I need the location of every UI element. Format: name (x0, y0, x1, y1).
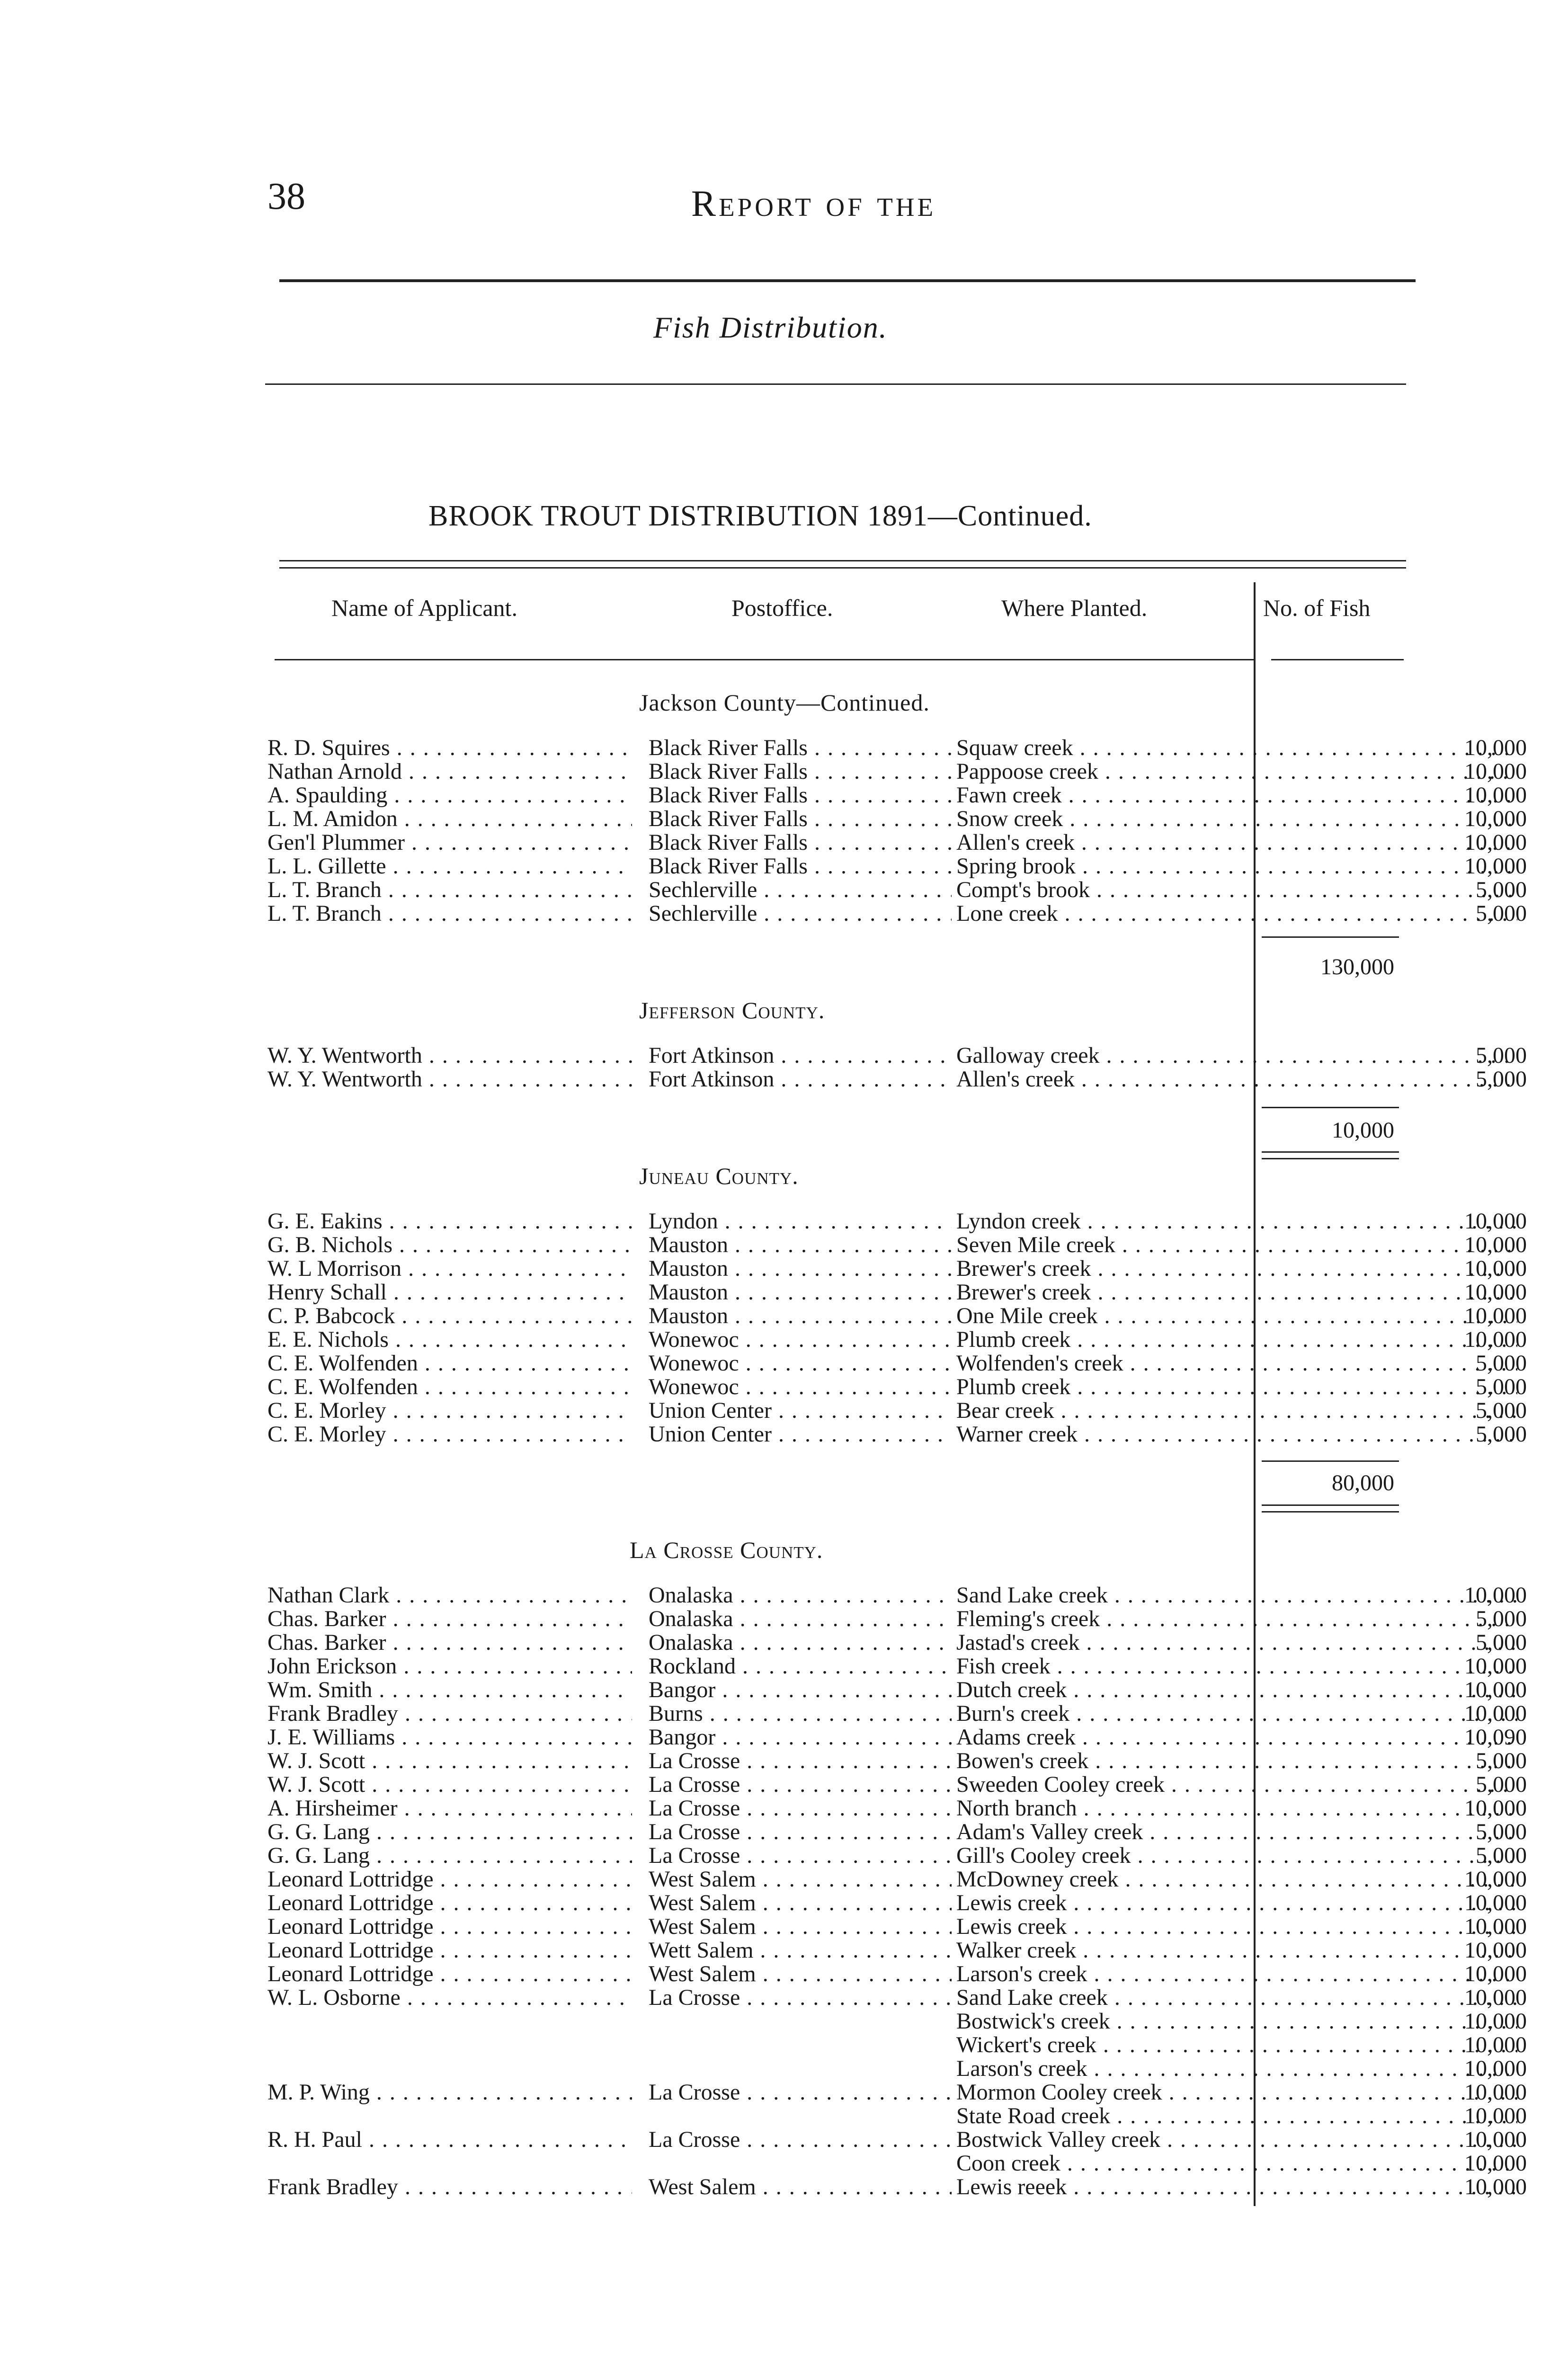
where-planted: Lone creek . . . (956, 902, 1517, 925)
applicant-name: Frank Bradley . . . (267, 2175, 632, 2199)
subtotal-rule (1262, 936, 1399, 938)
applicant-name: Chas. Barker . . . (267, 1607, 632, 1631)
applicant-name: Leonard Lottridge . . . (267, 1939, 632, 1962)
applicant-name: L. L. Gillette . . . (267, 854, 632, 878)
where-planted: Allen's creek . . . (956, 831, 1517, 854)
where-planted: Snow creek . . . (956, 807, 1517, 831)
where-planted: Compt's brook . . . (956, 878, 1517, 902)
table-row (267, 1868, 1527, 1891)
where-planted: Seven Mile creek . . . (956, 1233, 1517, 1257)
fish-count: 10,000 (1464, 1210, 1527, 1233)
where-planted: Squaw creek . . . (956, 736, 1517, 760)
table-row (267, 1820, 1527, 1844)
applicant-name: Leonard Lottridge . . . (267, 1962, 632, 1986)
section-heading-jackson: Jackson County—Continued. (639, 689, 930, 716)
applicant-name: J. E. Williams . . . (267, 1726, 632, 1749)
where-planted: Lewis creek . . . (956, 1915, 1517, 1939)
table-row (267, 1797, 1527, 1820)
postoffice: Black River Falls . . . (649, 854, 952, 878)
applicant-name: Frank Bradley . . . (267, 1702, 632, 1726)
where-planted: Bowen's creek . . . (956, 1749, 1517, 1773)
fish-count: 10,000 (1464, 2152, 1527, 2175)
where-planted: Allen's creek . . . (956, 1068, 1517, 1091)
where-planted: Coon creek . . . (956, 2152, 1517, 2175)
fish-count: 5,000 (1476, 1820, 1527, 1844)
postoffice: Wonewoc . . . (649, 1375, 952, 1399)
subtotal-juneau: 80,000 (1332, 1470, 1394, 1495)
table-row (267, 1233, 1527, 1257)
postoffice: Mauston . . . (649, 1257, 952, 1281)
table-row (267, 1749, 1527, 1773)
table-row (267, 2128, 1527, 2152)
fish-count: 10,000 (1464, 783, 1527, 807)
table-row (267, 1044, 1527, 1068)
where-planted: Burn's creek . . . (956, 1702, 1517, 1726)
postoffice: La Crosse . . . (649, 1749, 952, 1773)
postoffice: West Salem . . . (649, 2175, 952, 2199)
where-planted: Bostwick Valley creek . . . (956, 2128, 1517, 2152)
postoffice: Black River Falls . . . (649, 831, 952, 854)
where-planted: State Road creek . . . (956, 2104, 1517, 2128)
table-row (267, 783, 1527, 807)
postoffice: Lyndon . . . (649, 1210, 952, 1233)
table-row (267, 1702, 1527, 1726)
header-rule-thick (279, 279, 1416, 282)
running-head: Report of the (691, 183, 936, 224)
where-planted: McDowney creek . . . (956, 1868, 1517, 1891)
table-row (267, 1655, 1527, 1678)
where-planted: Adams creek . . . (956, 1726, 1517, 1749)
fish-count: 10,000 (1464, 1257, 1527, 1281)
table-row (267, 1210, 1527, 1233)
postoffice: Fort Atkinson . . . (649, 1068, 952, 1091)
postoffice: Mauston . . . (649, 1233, 952, 1257)
fish-count: 5,000 (1476, 1631, 1527, 1655)
fish-count: 10,000 (1464, 736, 1527, 760)
applicant-name: R. H. Paul . . . (267, 2128, 632, 2152)
where-planted: Warner creek . . . (956, 1423, 1517, 1446)
where-planted: Galloway creek . . . (956, 1044, 1517, 1068)
table-row (267, 1891, 1527, 1915)
table-row (267, 2152, 1527, 2175)
postoffice: Onalaska . . . (649, 1607, 952, 1631)
table-row (267, 1915, 1527, 1939)
where-planted: Lewis reeek . . . (956, 2175, 1517, 2199)
table-row (267, 1773, 1527, 1797)
table-row (267, 1986, 1527, 2010)
fish-count: 10,000 (1464, 831, 1527, 854)
postoffice: Rockland . . . (649, 1655, 952, 1678)
applicant-name: W. Y. Wentworth . . . (267, 1044, 632, 1068)
table-row (267, 760, 1527, 783)
postoffice: La Crosse . . . (649, 1844, 952, 1868)
applicant-name: Chas. Barker . . . (267, 1631, 632, 1655)
where-planted: Sand Lake creek . . . (956, 1584, 1517, 1607)
applicant-name: G. E. Eakins . . . (267, 1210, 632, 1233)
fish-count: 5,000 (1476, 902, 1527, 925)
postoffice: West Salem . . . (649, 1915, 952, 1939)
applicant-name: L. M. Amidon . . . (267, 807, 632, 831)
where-planted: Brewer's creek . . . (956, 1257, 1517, 1281)
fish-count: 10,000 (1464, 2128, 1527, 2152)
postoffice: West Salem . . . (649, 1962, 952, 1986)
where-planted: Gill's Cooley creek . . . (956, 1844, 1517, 1868)
fish-count: 10,000 (1464, 854, 1527, 878)
postoffice: Sechlerville . . . (649, 878, 952, 902)
postoffice: Fort Atkinson . . . (649, 1044, 952, 1068)
applicant-name: Leonard Lottridge . . . (267, 1868, 632, 1891)
where-planted: North branch . . . (956, 1797, 1517, 1820)
fish-count: 10,000 (1464, 1939, 1527, 1962)
applicant-name: M. P. Wing . . . (267, 2081, 632, 2104)
applicant-name: C. E. Morley . . . (267, 1399, 632, 1423)
where-planted: Bostwick's creek . . . (956, 2010, 1517, 2033)
applicant-name: W. L. Osborne . . . (267, 1986, 632, 2010)
header-number-of-fish: No. of Fish (1263, 595, 1371, 621)
fish-count: 5,000 (1476, 1399, 1527, 1423)
fish-count: 5,000 (1476, 1352, 1527, 1375)
where-planted: Wickert's creek . . . (956, 2033, 1517, 2057)
fish-count: 10,000 (1464, 1584, 1527, 1607)
header-where-planted: Where Planted. (1001, 595, 1148, 621)
subtotal-rule (1262, 1460, 1399, 1462)
fish-count: 10,000 (1464, 2081, 1527, 2104)
table-row (267, 831, 1527, 854)
fish-count: 5,000 (1476, 1749, 1527, 1773)
fish-count: 10,000 (1464, 1304, 1527, 1328)
fish-count: 5,000 (1476, 1773, 1527, 1797)
fish-count: 10,090 (1464, 1726, 1527, 1749)
fish-count: 10,000 (1464, 1986, 1527, 2010)
applicant-name: John Erickson . . . (267, 1655, 632, 1678)
fish-count: 5,000 (1476, 878, 1527, 902)
table-row (267, 1352, 1527, 1375)
where-planted: Sand Lake creek . . . (956, 1986, 1517, 2010)
fish-count: 10,000 (1464, 1655, 1527, 1678)
table-row (267, 878, 1527, 902)
where-planted: Walker creek . . . (956, 1939, 1517, 1962)
fish-count: 5,000 (1476, 1423, 1527, 1446)
table-row (267, 2057, 1527, 2081)
table-row (267, 1844, 1527, 1868)
where-planted: Brewer's creek . . . (956, 1281, 1517, 1304)
postoffice: Black River Falls . . . (649, 783, 952, 807)
where-planted: Adam's Valley creek . . . (956, 1820, 1517, 1844)
fish-count: 10,000 (1464, 807, 1527, 831)
where-planted: Jastad's creek . . . (956, 1631, 1517, 1655)
where-planted: One Mile creek . . . (956, 1304, 1517, 1328)
fish-count: 10,000 (1464, 1915, 1527, 1939)
table-row (267, 1304, 1527, 1328)
applicant-name: W. L Morrison . . . (267, 1257, 632, 1281)
postoffice: La Crosse . . . (649, 1773, 952, 1797)
table-row (267, 807, 1527, 831)
postoffice: Burns . . . (649, 1702, 952, 1726)
table-row (267, 1375, 1527, 1399)
table-row (267, 2010, 1527, 2033)
fish-count: 10,000 (1464, 1678, 1527, 1702)
postoffice: Union Center . . . (649, 1423, 952, 1446)
postoffice: Wonewoc . . . (649, 1352, 952, 1375)
table-row (267, 854, 1527, 878)
table-row (267, 2033, 1527, 2057)
postoffice: Onalaska . . . (649, 1631, 952, 1655)
postoffice: Mauston . . . (649, 1281, 952, 1304)
subtotal-rule-double-b (1262, 1511, 1399, 1513)
postoffice: Black River Falls . . . (649, 760, 952, 783)
postoffice: La Crosse . . . (649, 1820, 952, 1844)
postoffice: Bangor . . . (649, 1726, 952, 1749)
fish-count: 5,000 (1476, 1844, 1527, 1868)
applicant-name: Leonard Lottridge . . . (267, 1891, 632, 1915)
table-row (267, 736, 1527, 760)
subtitle-rule (265, 383, 1406, 385)
subtotal-rule-double-b (1262, 1158, 1399, 1159)
postoffice: La Crosse . . . (649, 1986, 952, 2010)
fish-count: 10,000 (1464, 1797, 1527, 1820)
table-row (267, 1281, 1527, 1304)
where-planted: Larson's creek . . . (956, 1962, 1517, 1986)
fish-count: 10,000 (1464, 1328, 1527, 1352)
applicant-name: A. Spaulding . . . (267, 783, 632, 807)
where-planted: Bear creek . . . (956, 1399, 1517, 1423)
fish-count: 5,000 (1476, 1375, 1527, 1399)
applicant-name: Gen'l Plummer . . . (267, 831, 632, 854)
applicant-name: E. E. Nichols . . . (267, 1328, 632, 1352)
postoffice: Mauston . . . (649, 1304, 952, 1328)
subtotal-rule-double-a (1262, 1504, 1399, 1506)
applicant-name: R. D. Squires . . . (267, 736, 632, 760)
section-heading-la-crosse: La Crosse County. (630, 1537, 823, 1563)
applicant-name: C. E. Morley . . . (267, 1423, 632, 1446)
subtotal-jackson: 130,000 (1320, 954, 1394, 979)
table-row (267, 1584, 1527, 1607)
table-row (267, 1962, 1527, 1986)
applicant-name: W. Y. Wentworth . . . (267, 1068, 632, 1091)
applicant-name: Leonard Lottridge . . . (267, 1915, 632, 1939)
page-number: 38 (267, 176, 305, 217)
applicant-name: W. J. Scott . . . (267, 1749, 632, 1773)
applicant-name: G. G. Lang . . . (267, 1820, 632, 1844)
postoffice: Union Center . . . (649, 1399, 952, 1423)
fish-count: 10,000 (1464, 2057, 1527, 2081)
fish-count: 10,000 (1464, 2104, 1527, 2128)
postoffice: Bangor . . . (649, 1678, 952, 1702)
fish-count: 5,000 (1476, 1068, 1527, 1091)
fish-count: 10,000 (1464, 2010, 1527, 2033)
applicant-name: C. E. Wolfenden . . . (267, 1352, 632, 1375)
table-row (267, 1328, 1527, 1352)
fish-count: 10,000 (1464, 1891, 1527, 1915)
postoffice: La Crosse . . . (649, 2128, 952, 2152)
applicant-name: A. Hirsheimer . . . (267, 1797, 632, 1820)
applicant-name: C. P. Babcock . . . (267, 1304, 632, 1328)
postoffice: La Crosse . . . (649, 2081, 952, 2104)
fish-count: 10,000 (1464, 2175, 1527, 2199)
table-row (267, 2175, 1527, 2199)
where-planted: Mormon Cooley creek . . . (956, 2081, 1517, 2104)
where-planted: Fleming's creek . . . (956, 1607, 1517, 1631)
where-planted: Wolfenden's creek . . . (956, 1352, 1517, 1375)
fish-count: 10,000 (1464, 1281, 1527, 1304)
table-row (267, 1678, 1527, 1702)
table-row (267, 1423, 1527, 1446)
where-planted: Lewis creek . . . (956, 1891, 1517, 1915)
postoffice: Sechlerville . . . (649, 902, 952, 925)
subtotal-rule (1262, 1107, 1399, 1108)
page-subtitle: Fish Distribution. (653, 311, 888, 344)
applicant-name: Henry Schall . . . (267, 1281, 632, 1304)
section-heading-jefferson: Jefferson County. (639, 997, 825, 1023)
applicant-name: G. B. Nichols . . . (267, 1233, 632, 1257)
header-postoffice: Postoffice. (731, 595, 833, 621)
section-heading-juneau: Juneau County. (639, 1163, 799, 1189)
applicant-name: Nathan Arnold . . . (267, 760, 632, 783)
table-row (267, 1631, 1527, 1655)
applicant-name: Wm. Smith . . . (267, 1678, 632, 1702)
postoffice: Wonewoc . . . (649, 1328, 952, 1352)
table-row (267, 2081, 1527, 2104)
postoffice: West Salem . . . (649, 1868, 952, 1891)
where-planted: Fish creek . . . (956, 1655, 1517, 1678)
fish-count: 10,000 (1464, 1233, 1527, 1257)
table-row (267, 2104, 1527, 2128)
title-double-rule-top (279, 560, 1406, 561)
applicant-name: Nathan Clark . . . (267, 1584, 632, 1607)
title-double-rule-bottom (279, 567, 1406, 569)
subtotal-rule-double-a (1262, 1151, 1399, 1153)
postoffice: Onalaska . . . (649, 1584, 952, 1607)
header-rule-fish (1271, 659, 1404, 660)
postoffice: Black River Falls . . . (649, 736, 952, 760)
table-row (267, 902, 1527, 925)
table-row (267, 1939, 1527, 1962)
fish-count: 10,000 (1464, 1962, 1527, 1986)
fish-count: 10,000 (1464, 1702, 1527, 1726)
table-row (267, 1399, 1527, 1423)
table-row (267, 1068, 1527, 1091)
where-planted: Sweeden Cooley creek . . . (956, 1773, 1517, 1797)
applicant-name: L. T. Branch . . . (267, 878, 632, 902)
table-row (267, 1607, 1527, 1631)
header-name-of-applicant: Name of Applicant. (331, 595, 517, 621)
applicant-name: G. G. Lang . . . (267, 1844, 632, 1868)
where-planted: Larson's creek . . . (956, 2057, 1517, 2081)
table-title: BROOK TROUT DISTRIBUTION 1891—Continued. (428, 500, 1092, 532)
fish-count: 10,000 (1464, 2033, 1527, 2057)
fish-count: 5,000 (1476, 1044, 1527, 1068)
where-planted: Fawn creek . . . (956, 783, 1517, 807)
where-planted: Spring brook . . . (956, 854, 1517, 878)
postoffice: Wett Salem . . . (649, 1939, 952, 1962)
postoffice: Black River Falls . . . (649, 807, 952, 831)
where-planted: Plumb creek . . . (956, 1375, 1517, 1399)
table-row (267, 1257, 1527, 1281)
applicant-name: C. E. Wolfenden . . . (267, 1375, 632, 1399)
header-rule (275, 659, 1255, 660)
where-planted: Pappoose creek . . . (956, 760, 1517, 783)
fish-count: 10,000 (1464, 760, 1527, 783)
table-row (267, 1726, 1527, 1749)
fish-count: 10,000 (1464, 1868, 1527, 1891)
where-planted: Dutch creek . . . (956, 1678, 1517, 1702)
where-planted: Lyndon creek . . . (956, 1210, 1517, 1233)
fish-count: 5,000 (1476, 1607, 1527, 1631)
postoffice: West Salem . . . (649, 1891, 952, 1915)
applicant-name: W. J. Scott . . . (267, 1773, 632, 1797)
where-planted: Plumb creek . . . (956, 1328, 1517, 1352)
applicant-name: L. T. Branch . . . (267, 902, 632, 925)
subtotal-jefferson: 10,000 (1332, 1118, 1394, 1143)
postoffice: La Crosse . . . (649, 1797, 952, 1820)
